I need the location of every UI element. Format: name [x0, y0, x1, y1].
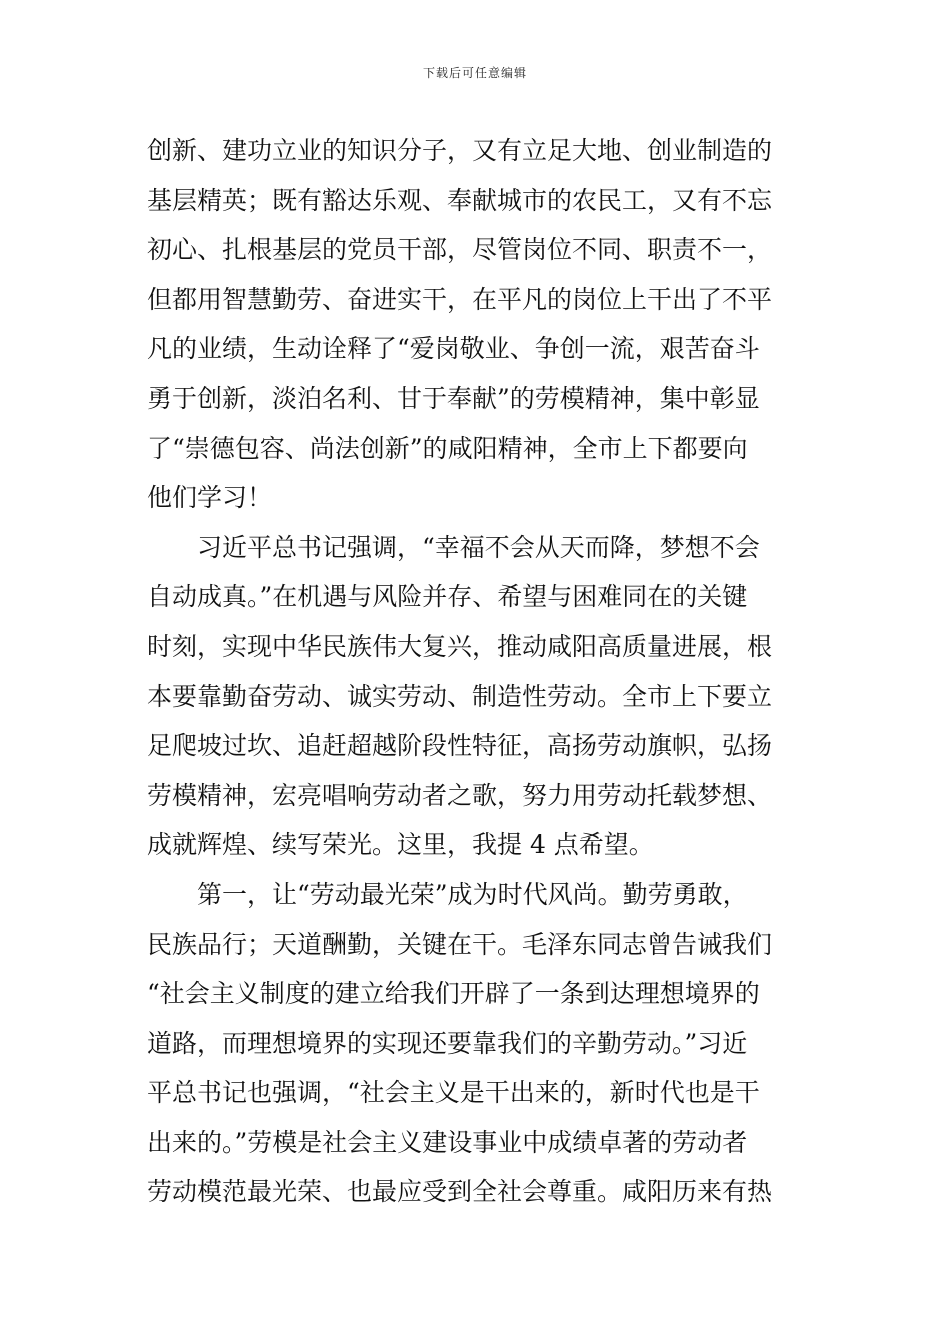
text-line: 但都用智慧勤劳、奋进实干，在平凡的岗位上干出了不平 [147, 284, 773, 314]
text-line: 凡的业绩，生动诠释了“爱岗敬业、争创一流，艰苦奋斗 [147, 334, 760, 364]
text-line: 本要靠勤奋劳动、诚实劳动、制造性劳动。全市上下要立 [147, 681, 773, 711]
text-line: 了“崇德包容、尚法创新”的咸阳精神，全市上下都要向 [147, 433, 748, 463]
text-line: 劳模精神，宏亮唱响劳动者之歌，努力用劳动托载梦想、 [147, 780, 773, 810]
text-line: 自动成真。”在机遇与风险并存、希望与困难同在的关键 [147, 582, 748, 612]
text-line: 出来的。”劳模是社会主义建设事业中成绩卓著的劳动者 [147, 1127, 748, 1157]
text-line: 时刻，实现中华民族伟大复兴，推动咸阳高质量进展，根 [147, 631, 773, 661]
text-line: 足爬坡过坎、追赶超越阶段性特征，高扬劳动旗帜，弘扬 [147, 731, 773, 761]
text-line: 民族品行；天道酬勤，关键在干。毛泽东同志曾告诫我们 [147, 929, 773, 959]
text-line: 创新、建功立业的知识分子，又有立足大地、创业制造的 [147, 136, 773, 165]
text-line: 勇于创新，淡泊名利、甘于奉献”的劳模精神，集中彰显 [147, 383, 760, 413]
text-line: 他们学习！ [147, 483, 273, 513]
text-line: 道路，而理想境界的实现还要靠我们的辛勤劳动。”习近 [147, 1028, 748, 1058]
text-line: 劳动模范最光荣、也最应受到全社会尊重。咸阳历来有热 [147, 1177, 773, 1207]
text-line: 成就辉煌、续写荣光。这里，我提 4 点希望。 [147, 830, 654, 860]
paragraph-first-line: 习近平总书记强调，“幸福不会从天而降，梦想不会 [197, 532, 760, 562]
paragraph-first-line: 第一，让“劳动最光荣”成为时代风尚。勤劳勇敢， [197, 879, 748, 909]
document-body [147, 126, 812, 1217]
text-line: 初心、扎根基层的党员干部，尽管岗位不同、职责不一， [147, 235, 773, 265]
page-header: 下载后可任意编辑 [422, 66, 527, 80]
text-line: “社会主义制度的建立给我们开辟了一条到达理想境界的 [147, 979, 760, 1009]
text-line: 平总书记也强调，“社会主义是干出来的，新时代也是干 [147, 1078, 760, 1108]
text-line: 基层精英；既有豁达乐观、奉献城市的农民工，又有不忘 [147, 185, 773, 215]
